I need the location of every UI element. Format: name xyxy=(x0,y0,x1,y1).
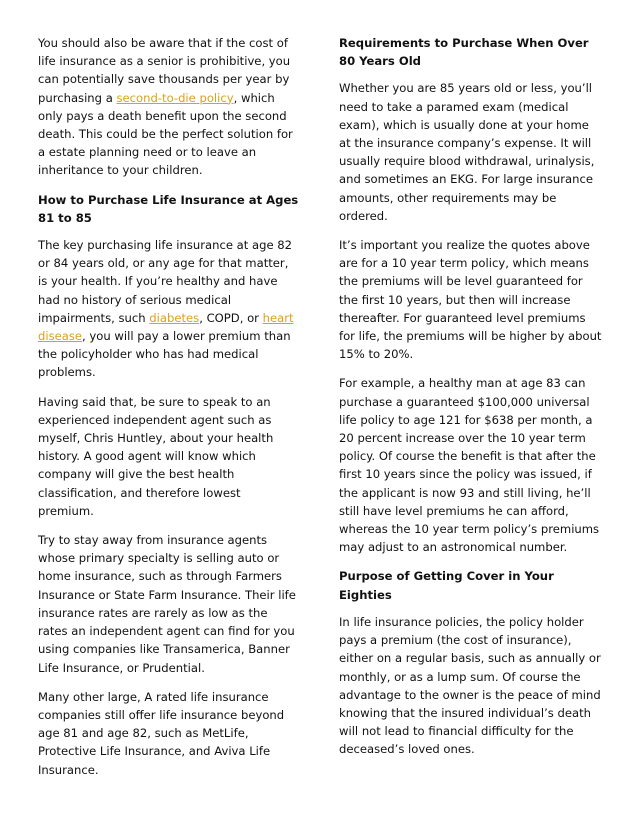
paragraph-agent: Having said that, be sure to speak to an experienced independent agent such as myself, Chris Huntley, about your health history. A good agent will know which company will give the best health classification, and therefore lowest premium. xyxy=(38,394,274,518)
paragraph-health: The key purchasing life insurance at age 82 or 84 years old, or any age for that matter, is your health. If you’re healthy and have had no history of serious medical impairments, such diabetes, COPD, or heart disease, you will pay a lower premium than the policyholder who has had medical problems. xyxy=(38,238,294,380)
heading-requirements: Requirements to Purchase When Over 80 Years Old xyxy=(339,36,589,69)
diabetes-link[interactable]: diabetes xyxy=(149,310,200,325)
heart-disease-link[interactable]: heart disease xyxy=(38,310,294,344)
paragraph-second-to-die: You should also be aware that if the cost of life insurance as a senior is prohibitive, you can potentially save thousands per year by purchasing a second-to-die policy, which only pays a death benefit upon the second death. This could be the perfect solution for a estate planning need or to leave an inheritance to your children. xyxy=(38,36,293,178)
paragraph-paramed-exam: Whether you are 85 years old or less, you’ll need to take a paramed exam (medical exam), which is usually done at your home at the insurance company’s expense. It will usually require blood withdrawal, urinalysis, and sometimes an EKG. For large insurance amounts, other requirements may be ordered. xyxy=(339,81,595,223)
paragraph-other-companies: Many other large, A rated life insurance companies still offer life insurance beyond age 81 and age 82, such as MetLife, Protective Life Insurance, and Aviva Life Insurance. xyxy=(38,689,285,777)
heading-purpose: Purpose of Getting Cover in Your Eighties xyxy=(339,569,554,602)
right-column xyxy=(339,34,602,770)
heading-how-to-purchase: How to Purchase Life Insurance at Ages 81 to 85 xyxy=(38,192,299,225)
paragraph-term-quotes: It’s important you realize the quotes above are for a 10 year term policy, which means the premiums will be level guaranteed for the first 10 years, but then will increase thereafter. For guaranteed level premiums for life, the premiums will be higher by about 15% to 20%. xyxy=(339,238,602,362)
paragraph-avoid-agents: Try to stay away from insurance agents whose primary specialty is selling auto or home insurance, such as through Farmers Insurance or State Farm Insurance. Their life insurance rates are rarely as low as the rates an independent agent can find for you using companies like Transamerica, Banner Life Insurance, or Prudential. xyxy=(38,533,296,675)
paragraph-premium-purpose: In life insurance policies, the policy holder pays a premium (the cost of insurance), either on a regular basis, such as annually or monthly, or as a lump sum. Of course the advantage to the owner is the peace of mind knowing that the insured individual’s death will not lead to financial difficulty for the deceased’s loved ones. xyxy=(339,614,601,757)
paragraph-example: For example, a healthy man at age 83 can purchase a guaranteed $100,000 universal life policy to age 121 for $638 per month, a 20 percent increase over the 10 year term policy. Of course the benefit is that after the first 10 years since the policy was issued, if the applicant is now 93 and still living, he’ll still have level premiums he can afford, whereas the 10 year term policy’s premiums may adjust to an astronomical number. xyxy=(339,376,600,555)
left-column xyxy=(38,34,300,790)
second-to-die-policy-link[interactable]: second-to-die policy xyxy=(116,90,234,105)
